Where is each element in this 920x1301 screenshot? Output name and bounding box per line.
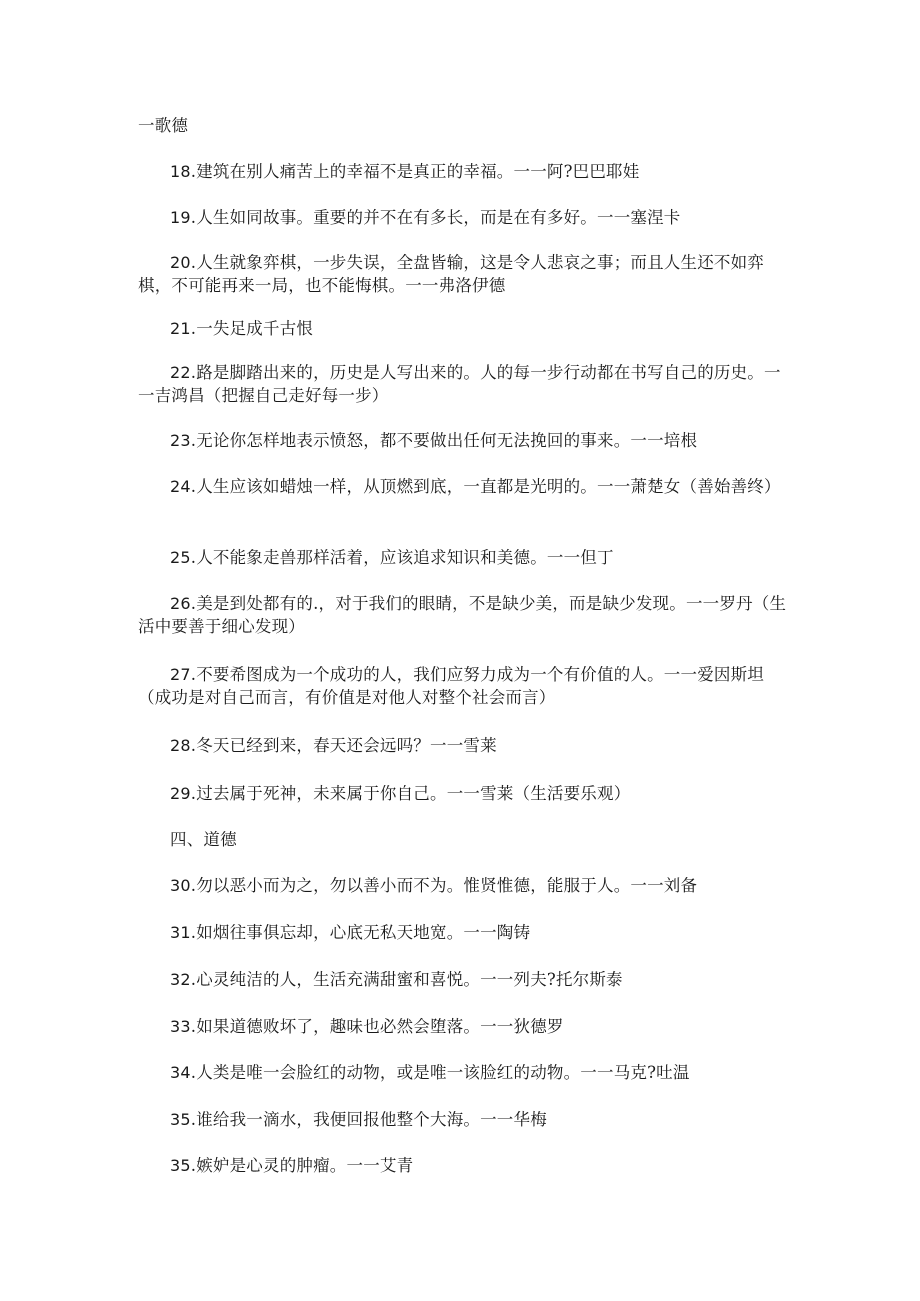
quote-item-20: 20.人生就象弈棋，一步失误，全盘皆输，这是令人悲哀之事；而且人生还不如弈棋，不可能再来一局，也不能悔棋。一一弗洛伊德 — [138, 253, 765, 295]
quote-item-31: 31.如烟往事俱忘却，心底无私天地宽。一一陶铸 — [170, 923, 531, 942]
quote-item-34: 34.人类是唯一会脸红的动物，或是唯一该脸红的动物。一一马克?吐温 — [170, 1063, 690, 1082]
quote-item-29: 29.过去属于死神，未来属于你自己。一一雪莱（生活要乐观） — [170, 784, 631, 803]
quote-item-25: 25.人不能象走兽那样活着，应该追求知识和美德。一一但丁 — [170, 548, 614, 567]
quote-item-19: 19.人生如同故事。重要的并不在有多长，而是在有多好。一一塞涅卡 — [170, 208, 681, 227]
paragraph-author-line: 一歌德 — [138, 116, 189, 135]
quote-item-27: 27.不要希图成为一个成功的人，我们应努力成为一个有价值的人。一一爱因斯坦（成功是对自己而言，有价值是对他人对整个社会而言） — [138, 665, 765, 707]
quote-item-23: 23.无论你怎样地表示愤怒，都不要做出任何无法挽回的事来。一一培根 — [170, 431, 698, 450]
quote-item-22: 22.路是脚踏出来的，历史是人写出来的。人的每一步行动都在书写自己的历史。一一吉鸿昌（把握自己走好每一步） — [138, 363, 781, 405]
section-heading-morality: 四、道德 — [170, 830, 237, 849]
quote-item-28: 28.冬天已经到来，春天还会远吗？一一雪莱 — [170, 736, 497, 755]
quote-item-32: 32.心灵纯洁的人，生活充满甜蜜和喜悦。一一列夫?托尔斯泰 — [170, 970, 623, 989]
quote-item-18: 18.建筑在别人痛苦上的幸福不是真正的幸福。一一阿?巴巴耶娃 — [170, 162, 640, 181]
quote-item-26: 26.美是到处都有的.，对于我们的眼睛，不是缺少美，而是缺少发现。一一罗丹（生活中要善于细心发现） — [138, 594, 787, 636]
quote-item-35: 35.谁给我一滴水，我便回报他整个大海。一一华梅 — [170, 1110, 547, 1129]
quote-item-30: 30.勿以恶小而为之，勿以善小而不为。惟贤惟德，能服于人。一一刘备 — [170, 876, 698, 895]
quote-item-33: 33.如果道德败坏了，趣味也必然会堕落。一一狄德罗 — [170, 1017, 564, 1036]
quote-item-24: 24.人生应该如蜡烛一样，从顶燃到底，一直都是光明的。一一萧楚女（善始善终） — [170, 477, 781, 496]
quote-item-35b: 35.嫉妒是心灵的肿瘤。一一艾青 — [170, 1156, 414, 1175]
quote-item-21: 21.一失足成千古恨 — [170, 319, 314, 338]
